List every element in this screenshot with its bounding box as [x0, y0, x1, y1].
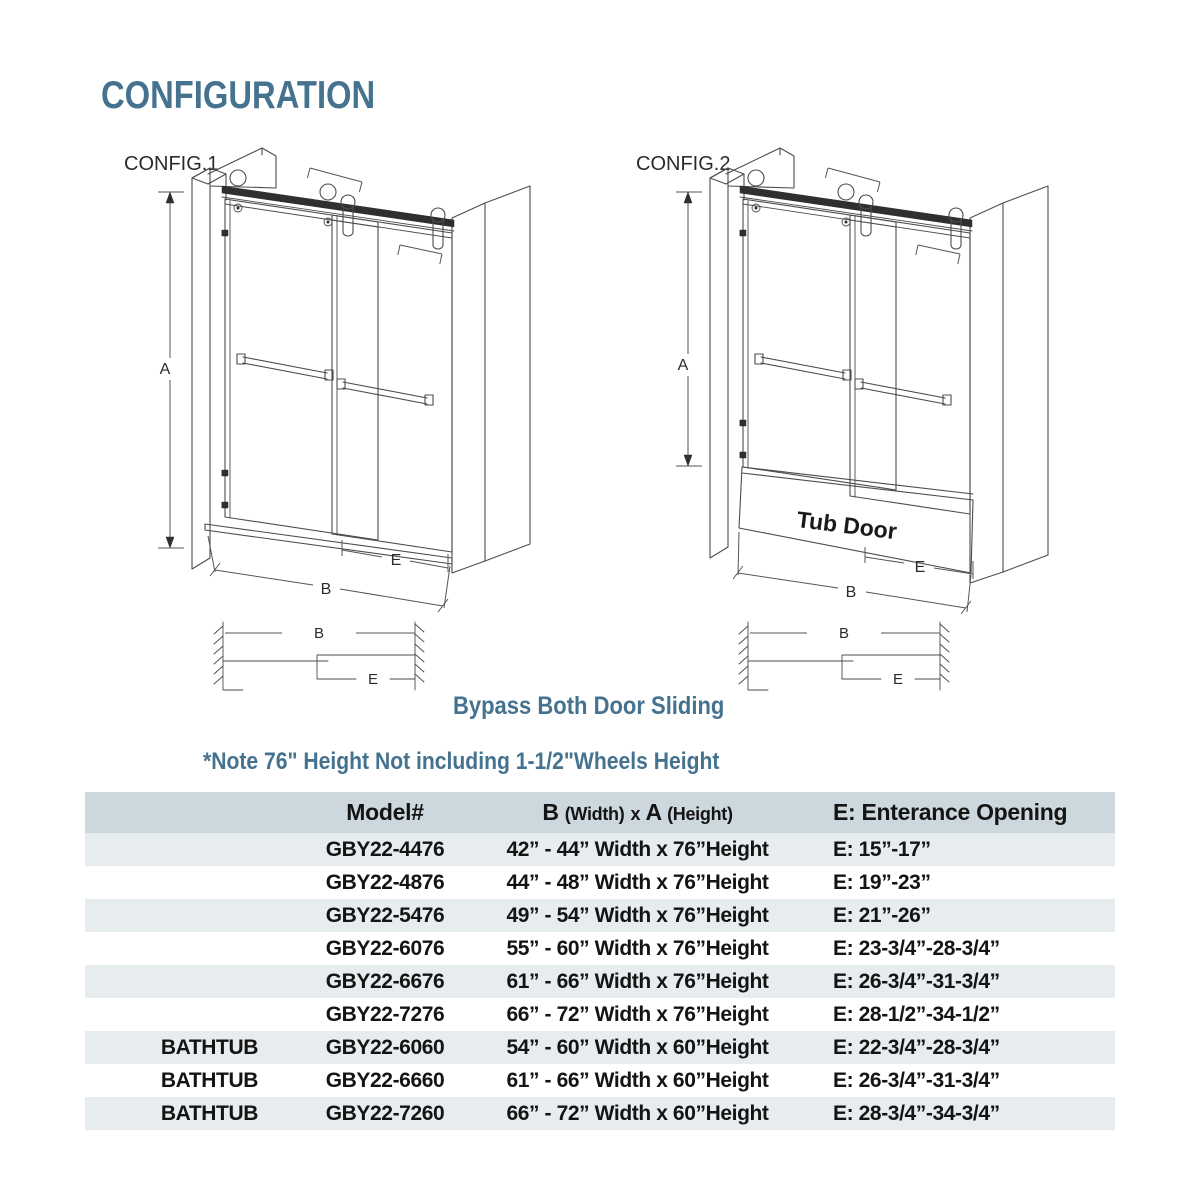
table-row	[85, 866, 1115, 899]
opening-cell: E: 15”-17”	[775, 833, 1115, 866]
model-cell: GBY22-6676	[270, 965, 500, 998]
diagram-caption: Bypass Both Door Sliding	[453, 692, 725, 720]
bathtub-cell	[85, 833, 270, 866]
left-wall	[192, 168, 226, 569]
model-cell: GBY22-4876	[325, 870, 445, 894]
config2-label: CONFIG.2	[636, 153, 731, 175]
model-cell: GBY22-6076	[325, 936, 445, 960]
diagram-config2	[628, 142, 1128, 702]
tub-door-label: Tub Door	[795, 506, 899, 545]
size-cell: 61” - 66” Width x 76”Height	[500, 965, 775, 998]
bathtub-cell	[85, 899, 270, 932]
opening-cell: E: 28-3/4”-34-3/4”	[775, 1097, 1115, 1130]
bathtub-cell: BATHTUB	[85, 1031, 270, 1064]
size-cell: 66” - 72” Width x 76”Height	[506, 1002, 769, 1026]
header-model: Model#	[270, 792, 500, 833]
opening-cell: E: 23-3/4”-28-3/4”	[833, 936, 1000, 960]
right-wall	[970, 186, 1048, 583]
bathtub-cell	[85, 998, 270, 1031]
header-size	[500, 792, 775, 833]
front-door-panel	[850, 215, 970, 514]
roller-wheel	[230, 170, 246, 186]
size-cell: 61” - 66” Width x 60”Height	[506, 1068, 769, 1092]
back-door-panel	[222, 199, 378, 540]
dim-e-label: E	[914, 559, 926, 576]
diagram-config1	[110, 142, 610, 702]
dim-b-label: B	[845, 584, 857, 601]
plan-dim-e-label: E	[892, 671, 904, 688]
dim-e-label: E	[390, 552, 402, 569]
bathtub-cell: BATHTUB	[160, 1068, 258, 1092]
config1-label: CONFIG.1	[124, 153, 219, 175]
table-row	[85, 1097, 1115, 1130]
front-door-panel	[332, 215, 452, 552]
table-row	[85, 1064, 1115, 1097]
bathtub-cell: BATHTUB	[85, 1097, 270, 1130]
bathtub-cell	[85, 866, 270, 899]
tub-panel	[739, 467, 973, 573]
opening-cell: E: 21”-26”	[775, 899, 1115, 932]
bottom-sill	[205, 524, 452, 564]
size-cell: 44” - 48” Width x 76”Height	[506, 870, 769, 894]
plan-dim-b-label: B	[838, 625, 850, 642]
dim-a-label: A	[159, 361, 171, 378]
dim-a	[676, 192, 702, 466]
header-size-a-sub: (Height)	[667, 804, 733, 824]
plan-doors	[748, 655, 940, 679]
opening-cell: E: 28-1/2”-34-1/2”	[833, 1002, 1000, 1026]
header-beam	[726, 148, 794, 188]
table-row	[85, 932, 1115, 965]
roller-wheel	[320, 184, 336, 200]
opening-cell: E: 22-3/4”-28-3/4”	[775, 1031, 1115, 1064]
roller-wheel	[838, 184, 854, 200]
opening-cell: E: 26-3/4”-31-3/4”	[833, 1068, 1000, 1092]
table-row	[85, 833, 1115, 866]
bathtub-cell	[85, 965, 270, 998]
opening-cell: E: 19”-23”	[833, 870, 931, 894]
roller-wheel	[748, 170, 764, 186]
dim-a-label: A	[677, 357, 689, 374]
model-cell: GBY22-6660	[325, 1068, 445, 1092]
model-cell: GBY22-4476	[270, 833, 500, 866]
left-wall	[710, 168, 744, 558]
header-size-x: x	[630, 804, 641, 824]
table-row	[85, 899, 1115, 932]
model-cell: GBY22-7276	[325, 1002, 445, 1026]
model-cell: GBY22-7260	[270, 1097, 500, 1130]
dim-b-label: B	[320, 581, 332, 598]
size-table	[85, 792, 1115, 1130]
height-note: *Note 76" Height Not including 1-1/2"Wheels Height	[203, 748, 720, 775]
size-cell: 49” - 54” Width x 76”Height	[500, 899, 775, 932]
back-door-panel	[740, 199, 896, 490]
towel-bar	[755, 354, 851, 380]
plan-doors	[223, 655, 415, 679]
model-cell: GBY22-6060	[270, 1031, 500, 1064]
page-title: CONFIGURATION	[101, 74, 376, 117]
dim-a	[158, 192, 184, 548]
dim-e	[865, 547, 973, 579]
plan-view	[739, 622, 949, 690]
plan-dim-e-label: E	[367, 671, 379, 688]
header-bathtub-col	[85, 792, 270, 833]
model-cell: GBY22-5476	[270, 899, 500, 932]
plan-view	[214, 622, 424, 690]
table-header-row	[85, 792, 1115, 833]
towel-bar	[237, 354, 333, 380]
opening-cell: E: 26-3/4”-31-3/4”	[775, 965, 1115, 998]
table-row	[85, 965, 1115, 998]
bathtub-cell	[85, 932, 270, 965]
header-size-a: A	[645, 799, 661, 825]
plan-dim-b-label: B	[313, 625, 325, 642]
right-wall	[452, 186, 530, 573]
table-row	[85, 1031, 1115, 1064]
towel-bar	[855, 379, 951, 405]
header-size-b: B	[542, 799, 559, 825]
size-cell: 66” - 72” Width x 60”Height	[500, 1097, 775, 1130]
header-opening: E: Enterance Opening	[775, 792, 1115, 833]
size-cell: 54” - 60” Width x 60”Height	[500, 1031, 775, 1064]
dim-b	[733, 532, 971, 614]
towel-bar	[337, 379, 433, 405]
header-size-b-sub: (Width)	[564, 804, 625, 824]
size-cell: 55” - 60” Width x 76”Height	[506, 936, 769, 960]
table-row	[85, 998, 1115, 1031]
size-cell: 42” - 44” Width x 76”Height	[500, 833, 775, 866]
